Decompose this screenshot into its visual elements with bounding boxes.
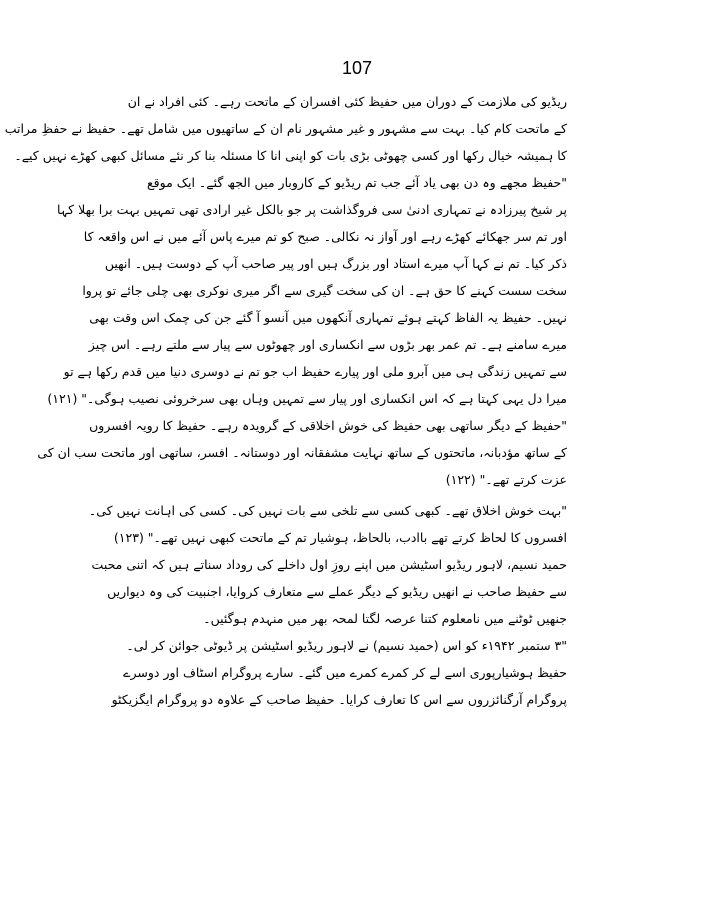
text-line: میرے سامنے ہے۔ تم عمر بھر بڑوں سے انکساری اور چھوٹوں سے پیار سے ملتے رہے۔ اس چیز [88, 337, 567, 352]
text-line: پر شیخ پیرزادہ نے تمہاری ادنیٰ سی فروگذاشت پر جو بالکل غیر ارادی تھی تمہیں بہت برا بھلا کہا [57, 202, 567, 217]
text-line: "۳ ستمبر ۱۹۴۲ء کو اس (حمید نسیم) نے لاہور ریڈیو اسٹیشن پر ڈیوٹی جوائن کر لی۔ [126, 638, 567, 653]
paragraph-1 [4, 88, 567, 169]
text-line: حمید نسیم، لاہور ریڈیو اسٹیشن میں اپنے روزِ اول داخلے کی روداد سناتے ہیں کہ اتنی محبت [91, 557, 567, 572]
text-line: افسروں کا لحاظ کرتے تھے باادب، بالحاظ، ہوشیار تم کے ماتحت کبھی نہیں تھے۔" (۱۲۳) [113, 530, 567, 545]
page-number: 107 [341, 58, 373, 78]
text-line: ریڈیو کی ملازمت کے دوران میں حفیظ کئی افسران کے ماتحت رہے۔ کئی افراد نے ان [127, 94, 567, 109]
text-line: میرا دل یہی کہتا ہے کہ اس انکساری اور پیار سے تمہیں وہاں بھی سرخروئی نصیب ہوگی۔" (۱۲۱) [47, 391, 567, 406]
page-body [4, 88, 567, 713]
text-line: اور تم سر جھکائے کھڑے رہے اور آواز نہ نکالی۔ صبح کو تم میرے پاس آئے میں نے اس واقعہ کا [83, 229, 567, 244]
text-line: ذکر کیا۔ تم نے کہا آپ میرے استاد اور بزرگ ہیں اور پیر صاحب آپ کے دوست ہیں۔ انھیں [104, 256, 567, 271]
text-line: "بہت خوش اخلاق تھے۔ کبھی کسی سے تلخی سے بات نہیں کی۔ کسی کی اہانت نہیں کی۔ [88, 503, 567, 518]
quote-paragraph-4 [111, 632, 567, 713]
text-line: "حفیظ کے دیگر ساتھی بھی حفیظ کی خوش اخلاقی کے گرویدہ رہے۔ حفیظ کا رویہ افسروں [89, 418, 567, 433]
quote-paragraph-1 [47, 169, 567, 412]
text-line: عزت کرتے تھے۔" (۱۲۲) [445, 472, 567, 487]
text-line: پروگرام آرگنائزروں سے اس کا تعارف کرایا۔ حفیظ صاحب کے علاوہ دو پروگرام ایگزیکٹو [111, 692, 567, 707]
text-line: کے ماتحت کام کیا۔ بہت سے مشہور و غیر مشہور نام ان کے ساتھیوں میں شامل تھے۔ حفیظ نے حفظِ مراتب [4, 121, 567, 136]
paragraph-2 [91, 551, 567, 632]
text-line: کا ہمیشہ خیال رکھا اور کسی چھوٹی بڑی بات کو اپنی انا کا مسئلہ بنا کر نئے مسائل کبھی کھڑے نہیں کیے۔ [14, 148, 567, 163]
text-line: حفیظ ہوشیارپوری اسے لے کر کمرے کمرے میں گئے۔ سارے پروگرام اسٹاف اور دوسرے [123, 665, 567, 680]
text-line: سے حفیظ صاحب نے انھیں ریڈیو کے دیگر عملے سے متعارف کروایا، اجنبیت کی وہ دیواریں [107, 584, 567, 599]
text-line: سخت سست کہنے کا حق ہے۔ ان کی سخت گیری سے اگر میری نوکری بھی چلی جائے تو پروا [82, 283, 567, 298]
quote-paragraph-3 [88, 497, 567, 551]
text-line: کے ساتھ مؤدبانہ، ماتحتوں کے ساتھ نہایت مشفقانہ اور دوستانہ۔ افسر، ساتھی اور ماتحت سب ان کی [37, 445, 567, 460]
text-line: سے تمہیں زندگی ہی میں آبرو ملی اور پیارے حفیظ اب جو تم نے دوسری دنیا میں قدم رکھا ہے تو [63, 364, 567, 379]
text-line: "حفیظ مجھے وہ دن بھی یاد آئے جب تم ریڈیو کے کاروبار میں الجھ گئے۔ ایک موقع [147, 175, 567, 190]
text-line: جنھیں ٹوٹنے میں نامعلوم کتنا عرصہ لگتا لمحہ بھر میں منہدم ہوگئیں۔ [203, 611, 567, 626]
text-line: نہیں۔ حفیظ یہ الفاظ کہتے ہوئے تمہاری آنکھوں میں آنسو آ گئے جن کی چمک اس وقت بھی [89, 310, 567, 325]
quote-paragraph-2 [37, 412, 567, 493]
